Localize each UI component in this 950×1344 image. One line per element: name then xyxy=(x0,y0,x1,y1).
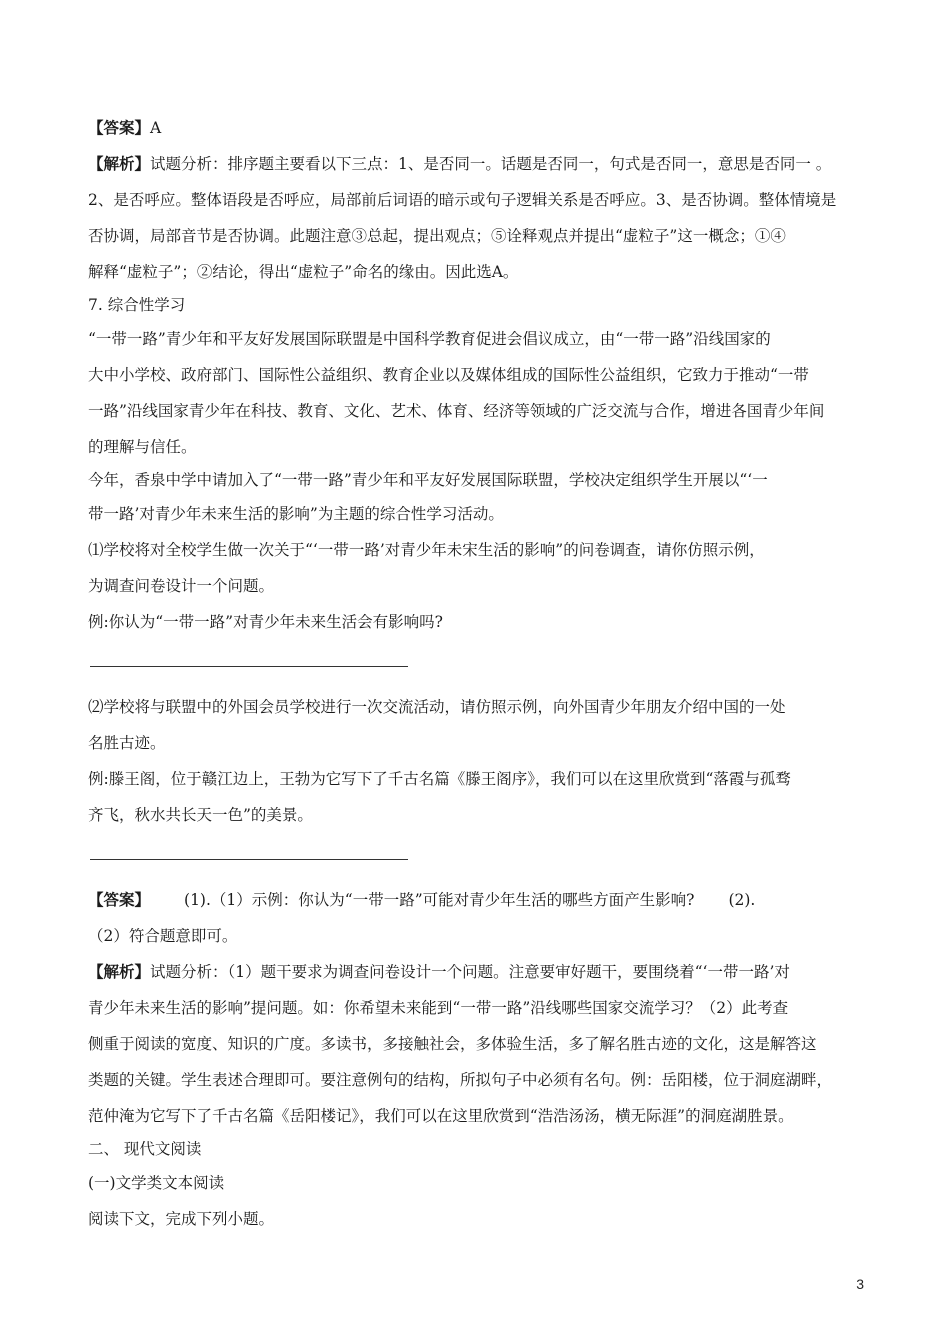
document-page xyxy=(88,110,878,1237)
context-line: 带一路’对青少年未来生活的影响”为主题的综合性学习活动。 xyxy=(88,505,504,523)
analysis-line xyxy=(88,146,878,182)
analysis-line: 否协调，局部音节是否协调。此题注意③总起，提出观点；⑤诠释观点并提出“虚粒子”这一概念；①④ xyxy=(88,227,786,245)
section-title: 二、 现代文阅读 xyxy=(88,1140,202,1158)
analysis-2-line xyxy=(88,954,878,990)
answer-part-2-number: (2). xyxy=(728,891,756,909)
answer-value: A xyxy=(150,119,162,137)
page-number: 3 xyxy=(856,1276,864,1292)
analysis-label: 【解析】 xyxy=(88,154,151,173)
answer-blank-1[interactable] xyxy=(90,666,408,667)
intro-line: “一带一路”青少年和平友好发展国际联盟是中国科学教育促进会倡议成立，由“一带一路”沿线国家的 xyxy=(88,330,771,348)
analysis-2-line: 类题的关键。学生表述合理即可。要注意例句的结构，所拟句子中必须有名句。例：岳阳楼，位于洞庭湖畔， xyxy=(88,1071,833,1089)
subquestion-2-line: 名胜古迹。 xyxy=(88,734,166,752)
answer-part-1-number: (1). xyxy=(184,891,211,909)
subquestion-1-example: 例:你认为“一带一路”对青少年未来生活会有影响吗? xyxy=(88,613,443,631)
analysis-text: 试题分析：（1）题干要求为调查问卷设计一个问题。注意要审好题干，要围绕着“‘一带一路’对 xyxy=(150,963,790,981)
subquestion-2-example: 齐飞，秋水共长天一色”的美景。 xyxy=(88,806,313,824)
intro-line: 一路”沿线国家青少年在科技、教育、文化、艺术、体育、经济等领域的广泛交流与合作，增进各国青少年间 xyxy=(88,402,825,420)
answer-label: 【答案】 xyxy=(88,890,151,909)
subquestion-1-line: 为调查问卷设计一个问题。 xyxy=(88,577,275,595)
answer-part-1-text: （1）示例：你认为“一带一路”可能对青少年生活的哪些方面产生影响? xyxy=(210,891,695,909)
answer-line xyxy=(88,110,878,146)
reading-instruction: 阅读下文，完成下列小题。 xyxy=(88,1210,275,1228)
analysis-2-line: 侧重于阅读的宽度、知识的广度。多读书，多接触社会，多体验生活，多了解名胜古迹的文化，这是解答这 xyxy=(88,1035,817,1053)
intro-line: 大中小学校、政府部门、国际性公益组织、教育企业以及媒体组成的国际性公益组织，它致力于推动“一带 xyxy=(88,366,809,384)
answer-2-line: （2）符合题意即可。 xyxy=(88,927,238,945)
analysis-2-line: 范仲淹为它写下了千古名篇《岳阳楼记》，我们可以在这里欣赏到“浩浩汤汤，横无际涯”的洞庭湖胜景。 xyxy=(88,1107,794,1125)
answer-label: 【答案】 xyxy=(88,118,151,137)
subquestion-1-line: ⑴学校将对全校学生做一次关于“‘一带一路’对青少年未宋生活的影响”的问卷调查，请你仿照示例， xyxy=(88,541,765,559)
answer-2-line xyxy=(88,882,878,918)
analysis-2-line: 青少年未来生活的影响”提问题。如：你希望未来能到“一带一路”沿线哪些国家交流学习？（2）此考查 xyxy=(88,999,789,1017)
analysis-label: 【解析】 xyxy=(88,962,151,981)
context-line: 今年，香泉中学中请加入了“一带一路”青少年和平友好发展国际联盟，学校决定组织学生开展以“‘一 xyxy=(88,471,768,489)
intro-line: 的理解与信任。 xyxy=(88,438,197,456)
subquestion-2-line: ⑵学校将与联盟中的外国会员学校进行一次交流活动，请仿照示例，向外国青少年朋友介绍中国的一处 xyxy=(88,698,786,716)
question-title: 7. 综合性学习 xyxy=(88,296,186,314)
analysis-line: 2、是否呼应。整体语段是否呼应，局部前后词语的暗示或句子逻辑关系是否呼应。3、是否协调。整体情境是 xyxy=(88,191,837,209)
answer-blank-2[interactable] xyxy=(90,859,408,860)
subsection-title: (一)文学类文本阅读 xyxy=(88,1174,225,1192)
analysis-line: 解释“虚粒子”；②结论，得出“虚粒子”命名的缘由。因此选A。 xyxy=(88,263,519,281)
analysis-text: 试题分析：排序题主要看以下三点：1、是否同一。话题是否同一，句式是否同一，意思是否同一 。 xyxy=(150,155,832,173)
subquestion-2-example: 例:滕王阁，位于赣江边上，王勃为它写下了千古名篇《滕王阁序》，我们可以在这里欣赏到“落霞与孤骛 xyxy=(88,770,791,788)
